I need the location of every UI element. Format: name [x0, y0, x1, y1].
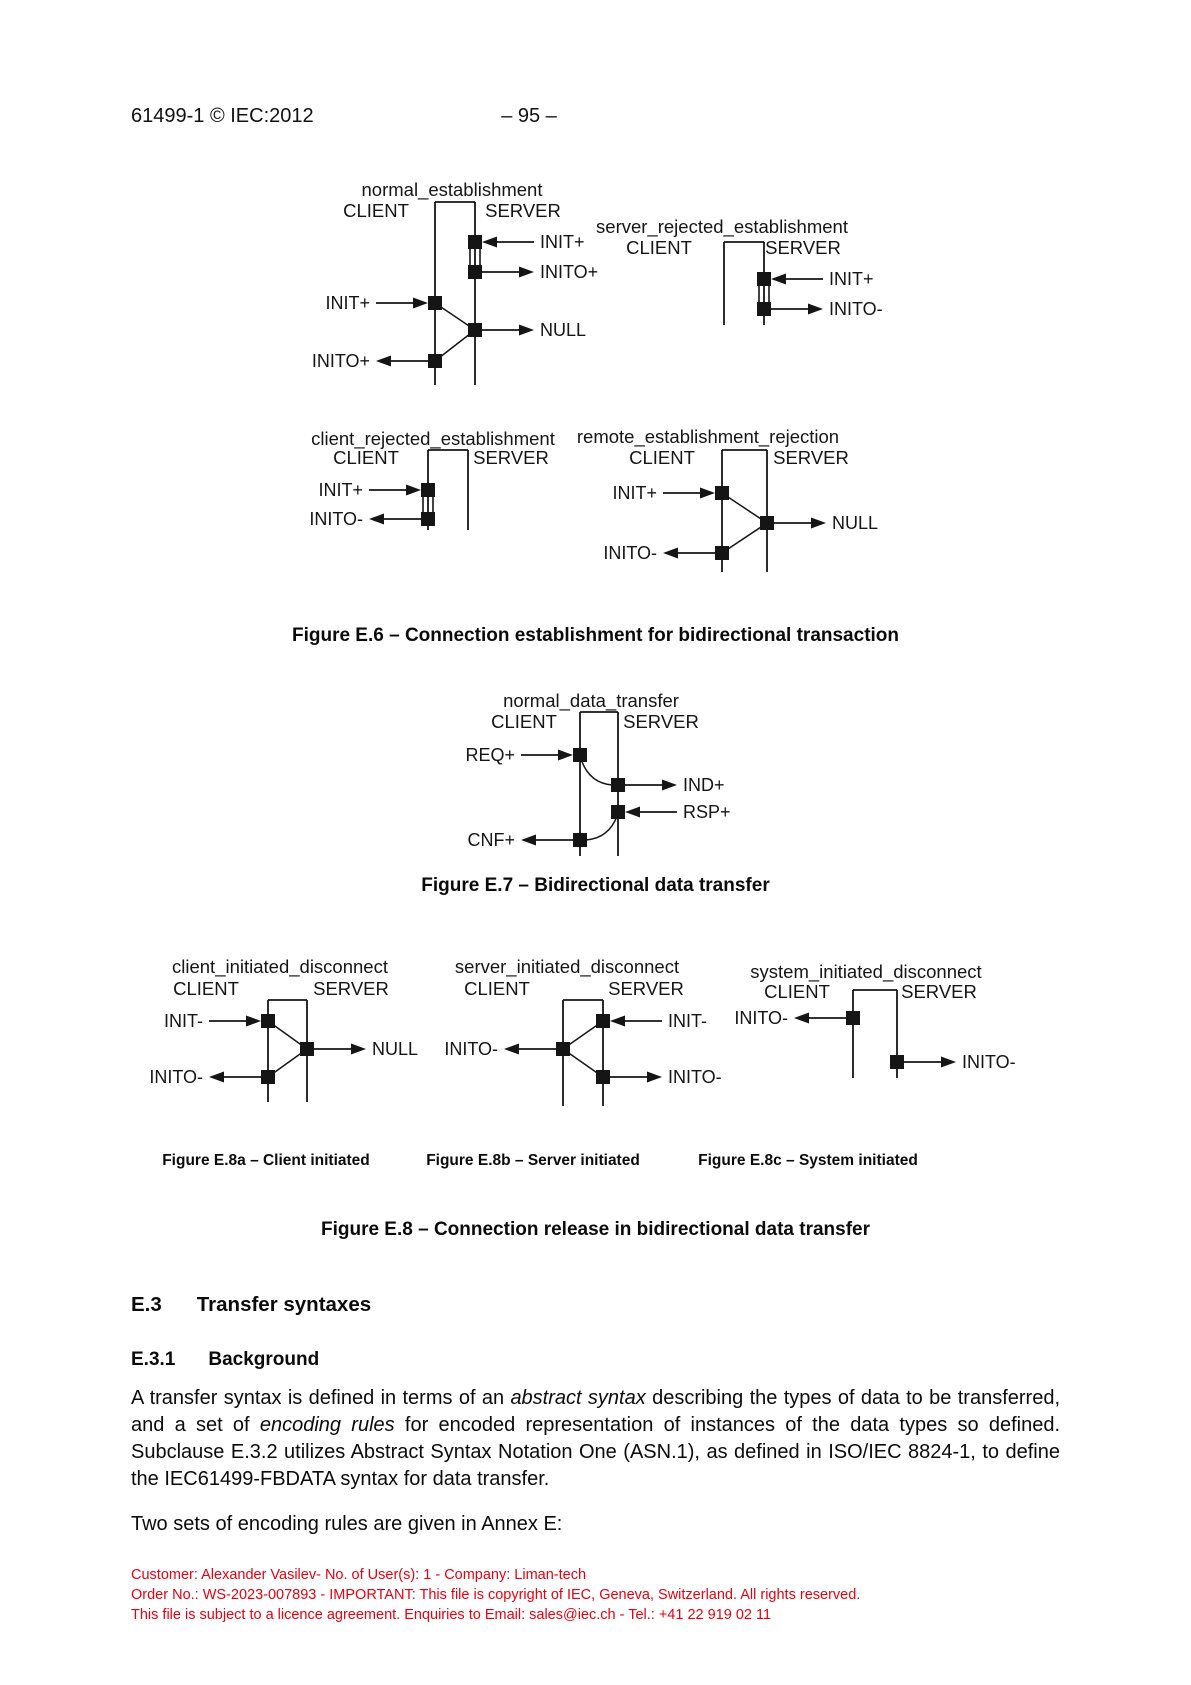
- arrowhead: [794, 1013, 809, 1024]
- license-order-line: Order No.: WS-2023-007893 - IMPORTANT: This file is copyright of IEC, Geneva, Switzerland. All rights reserved.: [131, 1587, 861, 1603]
- encoding-rules-lead-in: Two sets of encoding rules are given in Annex E:: [131, 1513, 563, 1535]
- paragraph-text: A transfer syntax is defined in terms of an: [131, 1387, 511, 1409]
- arrowhead: [771, 274, 786, 285]
- event-marker: [760, 516, 774, 530]
- arrowhead: [521, 835, 536, 846]
- event-label: INITO-: [603, 543, 657, 563]
- event-marker: [261, 1070, 275, 1084]
- client-column-label: CLIENT: [491, 711, 557, 732]
- event-label: CNF+: [467, 830, 515, 850]
- arrowhead: [482, 237, 497, 248]
- event-label: INIT-: [668, 1011, 707, 1031]
- paragraph-text: for encoded representation of instances of the data types so defined. Subclause E.3.2 utilizes Abstract Syntax Notation One (ASN.1), as defined in ISO/IEC 8824-1, to define the IEC61499-FBDATA syntax for data transfer.: [131, 1414, 1060, 1490]
- client-column-label: CLIENT: [764, 981, 830, 1002]
- event-label: INITO-: [444, 1039, 498, 1059]
- diagram-title: remote_establishment_rejection: [576, 426, 840, 447]
- diagram-title: server_initiated_disconnect: [454, 956, 680, 977]
- arrowhead: [519, 325, 534, 336]
- diagram-client_initiated_disconnect: [149, 956, 418, 1102]
- term-abstract-syntax: abstract syntax: [510, 1387, 646, 1409]
- client-column-label: CLIENT: [343, 200, 409, 221]
- diagram-title: normal_establishment: [361, 179, 543, 200]
- event-marker: [611, 778, 625, 792]
- event-marker: [428, 354, 442, 368]
- event-marker: [556, 1042, 570, 1056]
- event-marker: [596, 1070, 610, 1084]
- event-marker: [468, 265, 482, 279]
- cross-connector: [581, 759, 612, 785]
- server-column-label: SERVER: [901, 981, 977, 1002]
- arrowhead: [662, 780, 677, 791]
- license-contact-line: This file is subject to a licence agreement. Enquiries to Email: sales@iec.ch - Tel.: +41 22 919 02 11: [131, 1607, 772, 1623]
- subsection-title: Background: [208, 1349, 320, 1370]
- section-heading-e31: [131, 1349, 319, 1371]
- term-encoding-rules: encoding rules: [259, 1414, 395, 1436]
- arrowhead: [504, 1044, 519, 1055]
- arrowhead: [610, 1016, 625, 1027]
- event-label: INITO-: [309, 509, 363, 529]
- event-label: INIT+: [829, 269, 874, 289]
- arrowhead: [209, 1072, 224, 1083]
- diagram-title: normal_data_transfer: [503, 690, 679, 711]
- server-column-label: SERVER: [773, 447, 849, 468]
- arrowhead: [625, 807, 640, 818]
- event-marker: [573, 748, 587, 762]
- event-label: INIT+: [325, 293, 370, 313]
- event-label: RSP+: [683, 802, 731, 822]
- event-marker: [611, 805, 625, 819]
- event-marker: [573, 833, 587, 847]
- subsection-number: E.3.1: [131, 1349, 176, 1370]
- arrowhead: [413, 298, 428, 309]
- event-marker: [757, 302, 771, 316]
- diagram-title: client_rejected_establishment: [311, 428, 555, 449]
- event-marker: [300, 1042, 314, 1056]
- diagram-server_initiated_disconnect: [444, 956, 721, 1106]
- client-column-label: CLIENT: [464, 978, 530, 999]
- arrowhead: [700, 488, 715, 499]
- arrowhead: [647, 1072, 662, 1083]
- license-footer: [131, 1565, 1111, 1625]
- arrowhead: [369, 514, 384, 525]
- event-label: IND+: [683, 775, 725, 795]
- event-label: INIT-: [164, 1011, 203, 1031]
- event-marker: [757, 272, 771, 286]
- license-customer-line: Customer: Alexander Vasilev- No. of User(s): 1 - Company: Liman-tech: [131, 1567, 587, 1583]
- figure-e8c-caption: Figure E.8c – System initiated: [698, 1152, 918, 1169]
- event-label: INITO-: [962, 1052, 1016, 1072]
- cross-connector: [586, 816, 617, 840]
- section-heading-e3: [131, 1293, 371, 1317]
- section-title: Transfer syntaxes: [196, 1293, 372, 1316]
- event-marker: [468, 235, 482, 249]
- arrowhead: [376, 356, 391, 367]
- event-label: NULL: [372, 1039, 419, 1059]
- client-column-label: CLIENT: [333, 447, 399, 468]
- diagram-system_initiated_disconnect: [734, 961, 1015, 1078]
- event-label: NULL: [540, 320, 587, 340]
- event-marker: [890, 1055, 904, 1069]
- figure-e6-caption: Figure E.6 – Connection establishment for bidirectional transaction: [291, 625, 900, 646]
- event-marker: [715, 486, 729, 500]
- client-column-label: CLIENT: [629, 447, 695, 468]
- client-column-label: CLIENT: [173, 978, 239, 999]
- event-label: INITO+: [540, 262, 599, 282]
- arrowhead: [406, 485, 421, 496]
- diagram-title: server_rejected_establishment: [596, 216, 848, 237]
- server-column-label: SERVER: [608, 978, 684, 999]
- event-label: INITO+: [311, 351, 370, 371]
- event-label: INITO-: [734, 1008, 788, 1028]
- client-column-label: CLIENT: [626, 237, 692, 258]
- header-document-id: 61499-1 © IEC:2012: [131, 105, 314, 127]
- event-marker: [421, 483, 435, 497]
- event-label: INIT+: [612, 483, 657, 503]
- diagram-server_rejected_establishment: [596, 216, 883, 325]
- arrowhead: [351, 1044, 366, 1055]
- event-label: INIT+: [540, 232, 585, 252]
- event-marker: [428, 296, 442, 310]
- section-number: E.3: [131, 1293, 162, 1316]
- event-label: INITO-: [668, 1067, 722, 1087]
- event-label: REQ+: [465, 745, 515, 765]
- event-marker: [468, 323, 482, 337]
- header-page-number: – 95 –: [501, 105, 557, 127]
- arrowhead: [811, 518, 826, 529]
- figure-e8-caption: Figure E.8 – Connection release in bidirectional data transfer: [320, 1219, 871, 1240]
- diagram-normal_data_transfer: [465, 690, 730, 856]
- diagram-title: client_initiated_disconnect: [172, 956, 388, 977]
- event-label: INITO-: [149, 1067, 203, 1087]
- event-marker: [596, 1014, 610, 1028]
- event-marker: [715, 546, 729, 560]
- server-column-label: SERVER: [765, 237, 841, 258]
- diagram-remote_establishment_rejection: [577, 426, 878, 572]
- figure-e7-caption: Figure E.7 – Bidirectional data transfer: [421, 875, 770, 896]
- event-marker: [261, 1014, 275, 1028]
- diagram-title: system_initiated_disconnect: [750, 961, 982, 982]
- event-marker: [846, 1011, 860, 1025]
- server-column-label: SERVER: [313, 978, 389, 999]
- server-column-label: SERVER: [623, 711, 699, 732]
- paragraph-text: describing the types of data to be transferred, and a set of: [131, 1387, 1060, 1436]
- server-column-label: SERVER: [485, 200, 561, 221]
- arrowhead: [941, 1057, 956, 1068]
- event-label: INITO-: [829, 299, 883, 319]
- diagram-normal_establishment: [312, 179, 598, 385]
- event-marker: [421, 512, 435, 526]
- server-column-label: SERVER: [473, 447, 549, 468]
- arrowhead: [246, 1016, 261, 1027]
- arrowhead: [808, 304, 823, 315]
- arrowhead: [558, 750, 573, 761]
- event-label: NULL: [832, 513, 879, 533]
- arrowhead: [519, 267, 534, 278]
- diagram-client_rejected_establishment: [309, 428, 555, 530]
- figure-e8a-caption: Figure E.8a – Client initiated: [162, 1152, 370, 1169]
- event-label: INIT+: [318, 480, 363, 500]
- arrowhead: [663, 548, 678, 559]
- figure-e8b-caption: Figure E.8b – Server initiated: [426, 1152, 640, 1169]
- background-paragraph: [131, 1385, 1060, 1493]
